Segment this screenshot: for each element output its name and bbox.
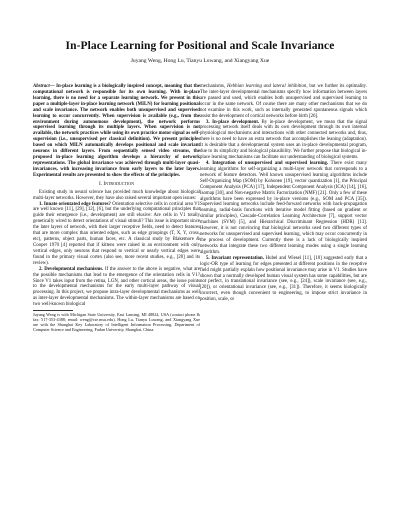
paragraph <box>200 256 367 303</box>
paragraph-text: Hubel and Wiesel [11], [10] suggested early that a logic-OR type of learning for edges presented at different positions in the receptive field might partially explain how positional invariance may arise in V1. Studies have shown that a normally developed human visual system has some capabilities, but are not perfect, in translational invariance (see, e.g., [24]), scale invariance (see, e.g., [20]), or orientational invariance (see, e.g., [31]). Therefore, it seems biologically incorrect, even though convenient to engineering, to impose strict invariance in position, scale, or <box>200 255 367 303</box>
paragraph <box>200 84 367 120</box>
run-in-heading: 3. In-place development. <box>206 119 260 125</box>
footnote-rule <box>33 310 73 311</box>
paragraph-emphasis: Hebbian learning and lateral inhibition <box>226 84 307 89</box>
right-column <box>200 84 367 303</box>
paragraph-text: There exist many learning algorithms for self-organizing a multi-layer network that corresponds to a network of feature detectors. Well known unsupervised learning algorithms include Self-Organizing Map (SOM) by Kohonen [19], vector quantization [1], the Principal Component Analysis (PCA) [17], Independent Component Analysis (ICA) [14], [16], Isomap [30], and Non-negative Matrix Factorization (NMF) [21]. Only a few of these algorithms have been expressed by in-place versions (e.g., SOM and PCA [35]). Supervised learning networks include feed-forward networks with back-propagation learning, radial-basis functions with iterative model fitting (based on gradient or similar principles), Cascade-Correlation Learning Architecture [7], support vector machines (SVM) [5], and Hierarchical Discriminant Regression (HDR) [13]. However, it is not convincing that biological networks used two different types of networks for unsupervised and supervised learning, which may occur concurrently in the process of development. Currently there is a lack of biologically inspired networks that integrate these two different learning modes using a single learning algorithm. <box>200 160 367 255</box>
paragraph <box>33 202 200 267</box>
abstract-lead: Abstract <box>33 84 50 89</box>
run-in-heading: 2. Developmental mechanisms. <box>39 266 104 272</box>
paragraph <box>200 120 367 161</box>
footnote: Juyang Weng is with Michigan State University, East Lansing, MI 48824, USA (contact phone & fax: 517-353-4388; email: weng@cse.msu.edu). Hong Lu, Tianyu Luwang, and Xiangyang Xue are with the Shanghai Key Laboratory of Intelligent Information Processing, Department of Computer Science and Engineering, Fudan University, Shanghai, China. <box>33 312 200 333</box>
paragraph-text: Orientation selective cells in cortical area V1 are well known [11], [29], [12], [6], but the underlying computational principles that guide their emergence (i.e., development) are still elusive: Are cells in V1 totally genetically wired to detect orientations of visual stimuli? This issue is important since the later layers of network, with their larger receptive fields, need to detect features that are more complex than oriented edges, such as edge groupings (T, X, Y, cross, etc), patterns, object parts, human faces, etc. A classical study by Blakemore & Cooper 1970 [4] reported that if kittens were raised in an environment with only vertical edges, only neurons that respond to vertical or nearly vertical edges were found in the primary visual cortex (also see, more recent studies, e.g., [28] and its review). <box>33 201 200 266</box>
abstract <box>33 84 200 179</box>
paragraph <box>33 190 200 202</box>
paragraph <box>33 267 200 308</box>
run-in-heading: 5. Invariant representation. <box>206 255 264 261</box>
paragraph-text: By in-place development, we mean that the signal processing network itself deals with its own development through its own internal physiological mechanisms and interactions with other connected networks and, thus, there is no need to have an extra network that accomplishes the leaning (adaptation). It is desirable that a developmental system uses an in-place developmental program, due to its simplicity and biological plausibility. We further propose that biological in-place learning mechanisms can facilitate our understanding of biological systems. <box>200 119 367 161</box>
paragraph <box>200 161 367 256</box>
paragraph-text: , but we further its optimality. The inter-layer developmental mechanisms specify how information between layers are passed and used, which enables both unsupervised and supervised learning to occur in the same network. Of course there are many other mechanisms that we do not examine in this work, such as internally generated spontaneous signals which assist the development of cortical networks before birth [26]. <box>200 84 367 119</box>
paragraph-text: Existing study in neural science has provided much knowledge about biological multi-layer networks. However, they have also raised several important open issues: <box>33 189 200 201</box>
left-column <box>33 84 200 332</box>
section-heading-introduction: I. Introduction <box>99 180 134 187</box>
run-in-heading: 4. Integration of unsupervised and supervised learning. <box>206 160 329 166</box>
run-in-heading: 1. Innate orientated edge features? <box>39 201 111 207</box>
paragraph-text: If the answer to the above is negative, what are the possible mechanisms that lead to the emergence of the orientation cells in V1? Since V1 takes input from the retina, LGN, and other cortical areas, the issue points to the developmental mechanisms for the early multi-layer pathway of visual processing. In this project, we propose intra-layer developmental mechanisms as well as inter-layer developmental mechanisms. The within-layer mechanisms are based on two well-known biological <box>33 266 200 308</box>
paper-title: In-Place Learning for Positional and Scale Invariance <box>65 40 335 52</box>
paper-authors: Juyang Weng, Hong Lu, Tianyu Luwang, and Xiangyang Xue <box>130 58 270 64</box>
abstract-text: — In-place learning is a biologically inspired concept, meaning that the computational network is responsible for its own learning. With in-place learning, there is no need for a separate learning network. We present in this paper a multiple-layer in-place learning network (MILN) for learning positional and scale invariance. The network enables both unsupervised and supervised learning to occur concurrently. When supervision is available (e.g., from the environment during autonomous development), the network performs supervised learning through its multiple layers. When supervision is not available, the network practices while using its own practice motor signal as self-supervision (i.e., unsupervised per classical definition). We present principles based on which MILN automatically develops positional and scale invariant neurons in different layers. From sequentially sensed video streams, the proposed in-place learning algorithm develops a hierarchy of network representations. The global invariance was achieved through multi-layer quasi-invariances, with increasing invariance from early layers to the later layers. Experimental results are presented to show the effects of the principles. <box>33 84 200 178</box>
paragraph-pre: mechanisms, <box>200 84 227 89</box>
